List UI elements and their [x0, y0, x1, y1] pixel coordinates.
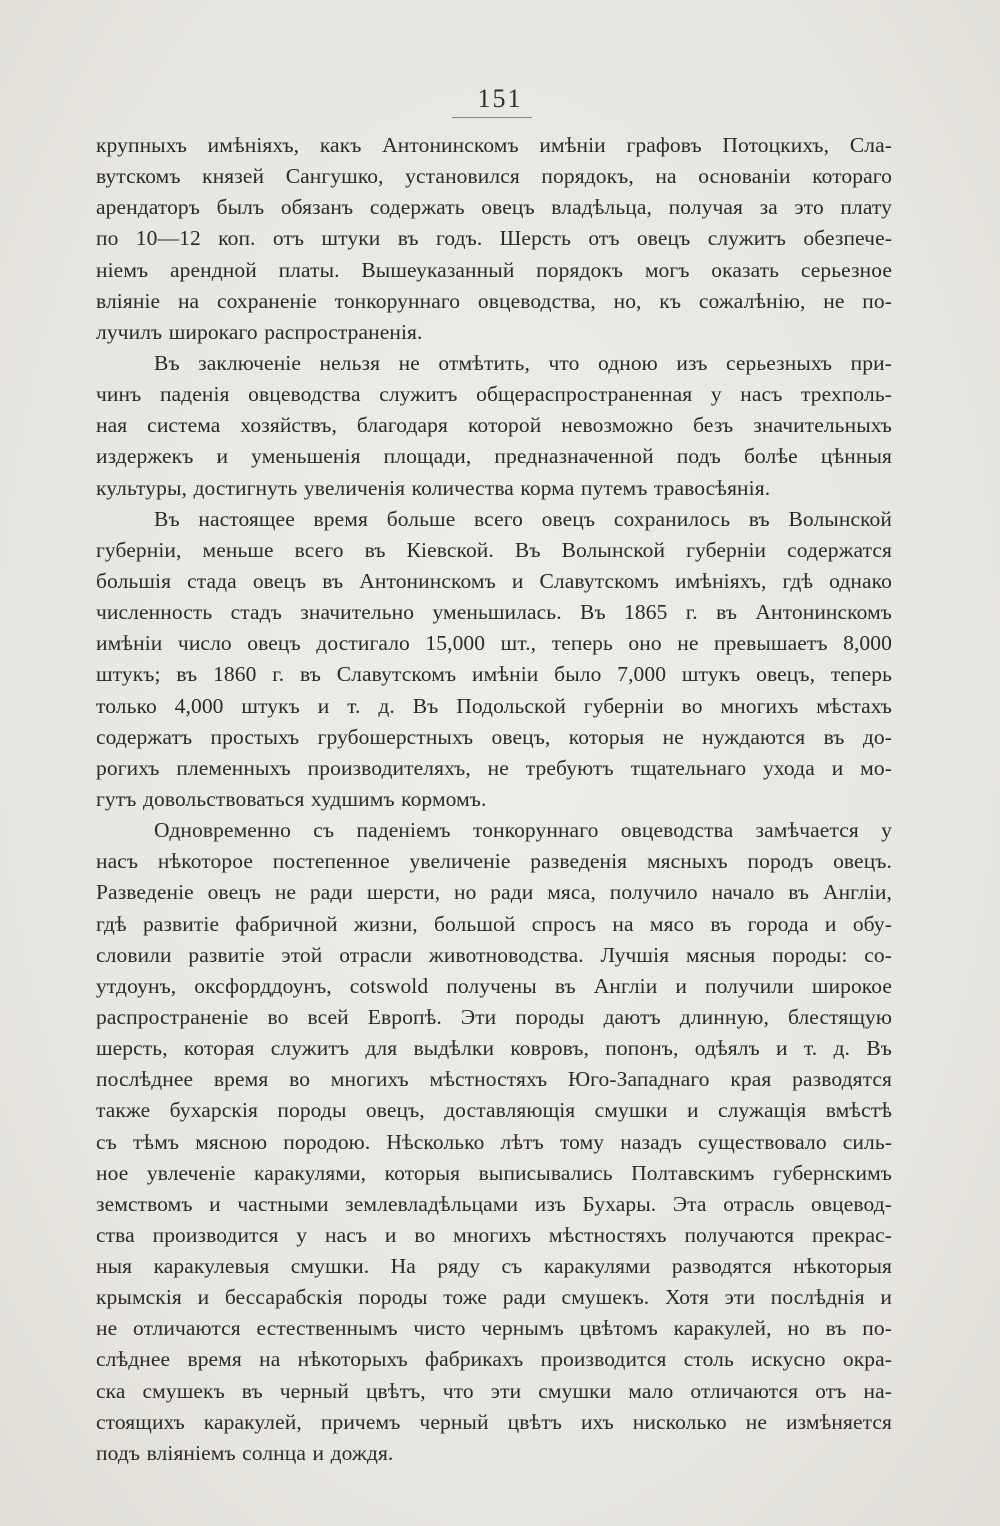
text-line: ска смушекъ въ черный цвѣтъ, что эти смушки мало отличаются отъ на-: [96, 1378, 892, 1403]
text-line: ныя каракулевыя смушки. На ряду съ каракулями разводятся нѣкоторыя: [96, 1254, 892, 1279]
text-line: ства производится у насъ и во многихъ мѣстностяхъ получаются прекрас-: [96, 1222, 892, 1247]
text-line: штукъ; въ 1860 г. въ Славутскомъ имѣніи было 7,000 штукъ овецъ, теперь: [96, 662, 892, 687]
text-line: слѣднее время на нѣкоторыхъ фабрикахъ производится столь искусно окра-: [96, 1347, 892, 1372]
text-line: распространеніе во всей Европѣ. Эти породы даютъ длинную, блестящую: [96, 1004, 892, 1029]
text-line: чинъ паденія овцеводства служитъ общераспространенная у насъ трехполь-: [96, 382, 892, 407]
text-line: ное увлеченіе каракулями, которыя выписывались Полтавскимъ губернскимъ: [96, 1160, 892, 1185]
text-line: издержекъ и уменьшенія площади, предназначенной подъ болѣе цѣнныя: [96, 444, 892, 469]
text-line: Одновременно съ паденіемъ тонкоруннаго овцеводства замѣчается у: [154, 818, 892, 843]
text-line: крупныхъ имѣніяхъ, какъ Антонинскомъ имѣніи графовъ Потоцкихъ, Сла-: [96, 133, 892, 157]
text-line: Въ заключеніе нельзя не отмѣтить, что одною изъ серьезныхъ при-: [154, 350, 892, 375]
body-text: [96, 130, 892, 1469]
page-number: 151: [477, 84, 523, 113]
text-line: ная система хозяйствъ, благодаря которой невозможно безъ значительныхъ: [96, 413, 892, 438]
text-line: содержатъ простыхъ грубошерстныхъ овецъ, которыя не нуждаются въ до-: [96, 724, 892, 749]
text-line: Въ настоящее время больше всего овецъ сохранилось въ Волынской: [154, 506, 892, 531]
text-line: словили развитіе этой отрасли животноводства. Лучшія мясныя породы: со-: [96, 942, 892, 967]
text-line: Разведеніе овецъ не ради шерсти, но ради мяса, получило начало въ Англіи,: [96, 880, 892, 905]
text-line: только 4,000 штукъ и т. д. Въ Подольской губерніи во многихъ мѣстахъ: [96, 693, 892, 718]
text-line: рогихъ племенныхъ производителяхъ, не требуютъ тщательнаго ухода и мо-: [96, 755, 892, 780]
text-line: арендаторъ былъ обязанъ содержать овецъ владѣльца, получая за это плату: [96, 195, 892, 220]
text-line: вутскомъ князей Сангушко, установился порядокъ, на основаніи котораго: [96, 164, 892, 189]
text-line: послѣднее время во многихъ мѣстностяхъ Юго-Западнаго края разводятся: [96, 1067, 892, 1092]
text-line: по 10—12 коп. отъ штуки въ годъ. Шерсть отъ овецъ служитъ обезпече-: [96, 226, 892, 251]
text-line: подъ вліяніемъ солнца и дождя.: [96, 1440, 394, 1465]
text-line: не отличаются естественнымъ чисто чернымъ цвѣтомъ каракулей, но въ по-: [96, 1316, 892, 1341]
text-line: насъ нѣкоторое постепенное увеличеніе разведенія мясныхъ породъ овецъ.: [96, 849, 892, 874]
text-line: также бухарскія породы овецъ, доставляющія смушки и служащія вмѣстѣ: [96, 1098, 892, 1123]
paragraph-3: [96, 504, 892, 815]
text-line: земствомъ и частными землевладѣльцами изъ Бухары. Эта отрасль овцевод-: [96, 1191, 892, 1216]
text-line: вліяніе на сохраненіе тонкоруннаго овцеводства, но, къ сожалѣнію, не по-: [96, 288, 892, 313]
text-line: лучилъ широкаго распространенія.: [96, 319, 423, 344]
text-line: шерсть, которая служитъ для выдѣлки ковровъ, попонъ, одѣялъ и т. д. Въ: [96, 1036, 892, 1061]
paragraph-4: [96, 815, 892, 1469]
text-line: гдѣ развитіе фабричной жизни, большой спросъ на мясо въ города и обу-: [96, 911, 892, 936]
text-line: съ тѣмъ мясною породою. Нѣсколько лѣтъ тому назадъ существовало силь-: [96, 1129, 892, 1154]
paragraph-1: [96, 130, 892, 348]
paragraph-2: [96, 348, 892, 504]
text-line: утдоунъ, оксфорддоунъ, cotswold получены въ Англіи и получили широкое: [96, 973, 892, 998]
text-line: крымскія и бессарабскія породы тоже ради смушекъ. Хотя эти послѣднія и: [96, 1285, 892, 1310]
text-line: численность стадъ значительно уменьшилась. Въ 1865 г. въ Антонинскомъ: [96, 600, 892, 625]
page-number-rule: [452, 117, 532, 118]
text-line: губерніи, меньше всего въ Кіевской. Въ Волынской губерніи содержатся: [96, 537, 892, 562]
text-line: большія стада овецъ въ Антонинскомъ и Славутскомъ имѣніяхъ, гдѣ однако: [96, 568, 892, 593]
text-line: стоящихъ каракулей, причемъ черный цвѣтъ ихъ нисколько не измѣняется: [96, 1409, 892, 1434]
text-line: культуры, достигнуть увеличенія количества корма путемъ травосѣянія.: [96, 475, 771, 500]
text-line: имѣніи число овецъ достигало 15,000 шт., теперь оно не превышаетъ 8,000: [96, 631, 892, 656]
text-line: ніемъ арендной платы. Вышеуказанный порядокъ могъ оказать серьезное: [96, 257, 892, 282]
text-line: гутъ довольствоваться худшимъ кормомъ.: [96, 786, 487, 811]
